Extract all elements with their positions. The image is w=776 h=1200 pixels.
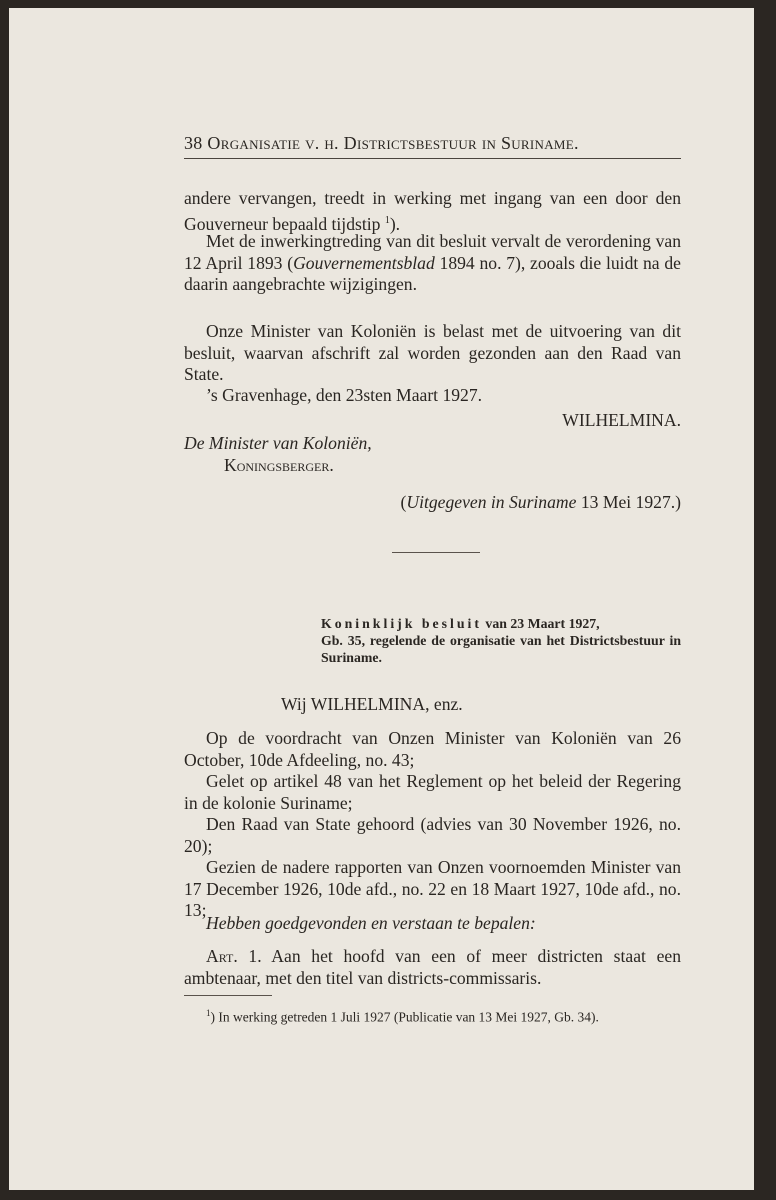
footnote xyxy=(184,1005,681,1026)
article-1-text: Aan het hoofd van een of meer districten staat een ambtenaar, met den titel van districts-commissaris. xyxy=(184,946,681,988)
signature: WILHELMINA. xyxy=(562,410,681,430)
section-divider xyxy=(392,552,480,553)
publication-note xyxy=(184,492,681,514)
paragraph-4: ’s Gravenhage, den 23sten Maart 1927. xyxy=(206,385,483,405)
decree-rest: Gb. 35, regelende de organisatie van het Districtsbestuur in Suriname. xyxy=(321,633,681,665)
paragraph-2-text: Met de inwerkingtreding van dit besluit vervalt de verordening van 12 April 1893 ( xyxy=(184,231,681,273)
article-1 xyxy=(184,946,681,989)
page-number: 38 xyxy=(184,133,203,153)
paragraph-2-italic: Gouvernementsblad xyxy=(293,252,435,273)
publication-open: ( xyxy=(400,492,407,512)
paragraph-6: Gelet op artikel 48 van het Reglement op het beleid der Regering in de kolonie Suriname; xyxy=(184,771,681,813)
decree-spaced: Koninklijk besluit xyxy=(321,616,482,631)
wij-line: Wij WILHELMINA, enz. xyxy=(281,694,463,714)
running-title: Organisatie v. h. Districtsbestuur in Suriname. xyxy=(207,133,579,153)
paragraph-9: Hebben goedgevonden en verstaan te bepalen: xyxy=(206,913,536,933)
paragraph-1 xyxy=(184,188,681,235)
footnote-text: ) In werking getreden 1 Juli 1927 (Publicatie van 13 Mei 1927, Gb. 34). xyxy=(210,1009,599,1025)
running-header xyxy=(184,133,681,159)
publication-date: 13 Mei 1927.) xyxy=(576,492,681,512)
paragraph-3: Onze Minister van Koloniën is belast met de uitvoering van dit besluit, waarvan afschrift zal worden gezonden aan den Raad van State. xyxy=(184,321,681,384)
paragraph-1-text: andere vervangen, treedt in werking met ingang van een door den Gouverneur bepaald tijdstip xyxy=(184,188,681,234)
paragraph-5: Op de voordracht van Onzen Minister van Koloniën van 26 October, 10de Afdeeling, no. 43; xyxy=(184,728,681,770)
right-edge xyxy=(754,0,776,1200)
decree-rest-line1: van 23 Maart 1927, xyxy=(481,616,600,631)
paragraph-7: Den Raad van State gehoord (advies van 30 November 1926, no. 20); xyxy=(184,814,681,856)
paragraph-1-end: ). xyxy=(389,213,401,234)
paragraph-2 xyxy=(184,231,681,296)
paragraph-2-end: 1894 no. 7), zooals die luidt na de daarin aangebrachte wijzigingen. xyxy=(184,252,681,294)
article-1-label: Art. 1. xyxy=(206,946,262,966)
decree-title xyxy=(321,615,681,666)
minister-title: De Minister van Koloniën, xyxy=(184,433,372,453)
publication-italic: Uitgegeven in Suriname xyxy=(406,492,577,512)
footnote-marker: 1 xyxy=(206,1008,211,1018)
footnote-ref: 1 xyxy=(384,214,390,226)
footnote-rule xyxy=(184,995,272,996)
minister-name: Koningsberger. xyxy=(224,455,334,475)
paragraph-8: Gezien de nadere rapporten van Onzen voornoemden Minister van 17 December 1926, 10de afd., no. 22 en 18 Maart 1927, 10de afd., no. 13; xyxy=(184,857,681,920)
page xyxy=(9,8,754,1190)
